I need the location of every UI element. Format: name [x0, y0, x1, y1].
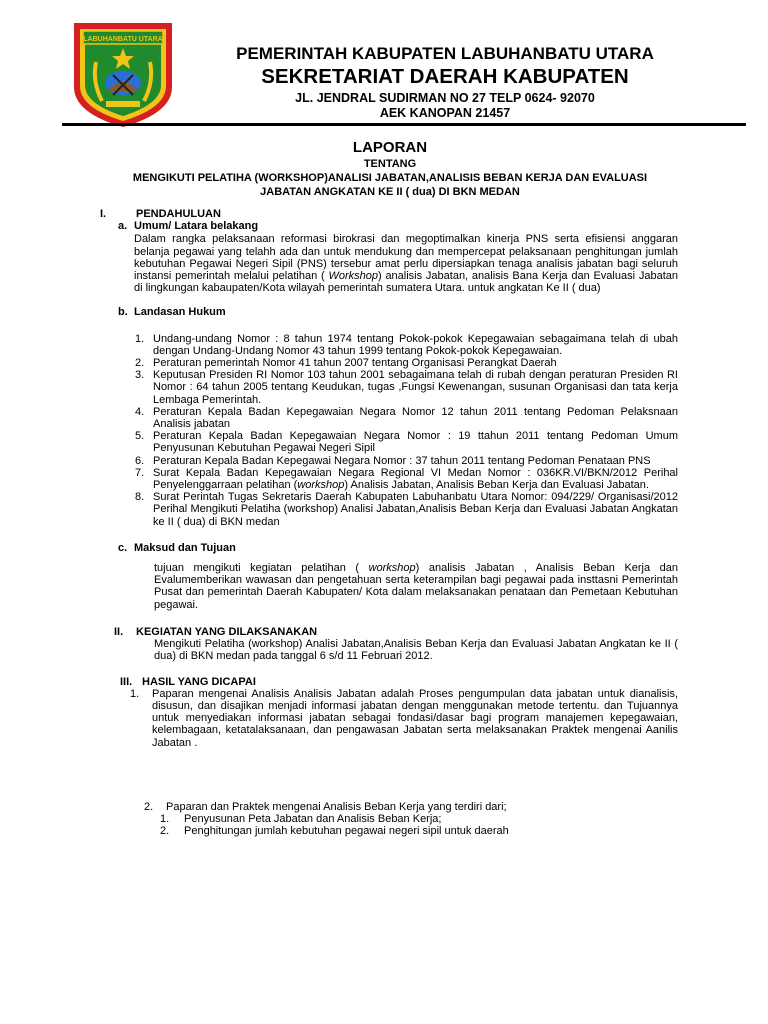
letterhead-city: AEK KANOPAN 21457 [379, 106, 511, 120]
results-list-continued [144, 801, 678, 813]
report-title-line1: MENGIKUTI PELATIHA (WORKSHOP)ANALISI JABATAN,ANALISIS BEBAN KERJA DAN EVALUASI [132, 172, 648, 184]
paragraph-purpose: tujuan mengikuti kegiatan pelatihan ( workshop) analisis Jabatan , Analisis Beban Kerja dan Evalumemberikan wawasan dan pengetahuan serta keterampilan bagi pegawai pada insttasni Pemerintah Pusat dan pemerintah Daerah Kabupaten/ Kota dalam melaksanakan penataan dan Pemetaan Kebutuhan pegawai. [154, 562, 678, 611]
list-item: 8. Surat Perintah Tugas Sekretaris Daerah Kabupaten Labuhanbatu Utara Nomor: 094/229/ Organisasi/2012 Perihal Mengikuti Pelatiha (workshop) Analisi Jabatan,Analisis Beban Kerja dan Evaluasi Jabatan Angkatan ke II ( dua) di BKN medan [135, 491, 678, 528]
report-title-sub: TENTANG [363, 158, 417, 170]
list-item: 2. Penghitungan jumlah kebutuhan pegawai negeri sipil untuk daerah [160, 825, 509, 838]
subsection-heading: c. Maksud dan Tujuan [118, 541, 236, 554]
paragraph-activities: Mengikuti Pelatiha (workshop) Analisi Jabatan,Analisis Beban Kerja dan Evaluasi Jabatan Angkatan ke II ( dua) di BKN medan pada tanggal 6 s/d 11 Februari 2012. [154, 638, 678, 663]
section-heading: II. KEGIATAN YANG DILAKSANAKAN [114, 625, 318, 638]
section-heading: I. PENDAHULUAN [100, 208, 221, 220]
report-body [98, 208, 678, 837]
letterhead [185, 44, 705, 121]
legal-basis-list [135, 333, 678, 528]
list-item: 6. Peraturan Kepala Badan Kepegawai Negara Nomor : 37 tahun 2011 tentang Pedoman Penataan PNS [135, 454, 651, 467]
paragraph-background: Dalam rangka pelaksanaan reformasi birokrasi dan megoptimalkan kinerja PNS serta efisiensi anggaran belanja pegawai yang telahh ada dan untuk mendukung dan mempercepat pelaksanaan penghitungan jumlah kebutuhan Pegawai Negeri Sipil (PNS) tersebur amat perlu dipersiapkan tenaga analisis jabatan bagi seluruh instansi pemerintah melalui pelatihan ( Workshop) analisis Jabatan, analisis Bana Kerja dan Evaluasi Jabatan di lingkungan kabaupaten/Kota wilayah pemerintah sumatera Utara. untuk angkatan Ke II ( dua) [134, 233, 678, 295]
logo-banner-text: LABUHANBATU UTARA [83, 36, 163, 43]
letterhead-address: JL. JENDRAL SUDIRMAN NO 27 TELP 0624- 92070 [295, 91, 595, 105]
list-item: 7. Surat Kepala Badan Kepegawaian Negara Regional VI Medan Nomor : 036KR.VI/BKN/2012 Perihal Penyelenggarraan pelatihan (workshop) Analisis Jabatan, Analisis Beban Kerja dan Evaluasi Jabatan. [135, 466, 678, 492]
list-item: 1. Undang-undang Nomor : 8 tahun 1974 tentang Pokok-pokok Kepegawaian sebagaimana telah di ubah dengan Undang-Undang Nomor 43 tahun 1999 tentang Pokok-pokok Kepegawaian. [135, 332, 678, 357]
subsection-heading: b. Landasan Hukum [118, 306, 226, 319]
list-item: 4. Peraturan Kepala Badan Kepegawaian Negara Nomor 12 tahun 2011 tentang Pedoman Pelaksnaan Analisis jabatan [135, 405, 678, 431]
report-title [90, 139, 690, 199]
list-item: 1. Paparan mengenai Analisis Analisis Jabatan adalah Proses pengumpulan data jabatan untuk dianalisis, disusun, dan disajikan menjadi informasi jabatan dengan menggunakan metode tertentu. dan Tujuannya untuk menyediakan informasi jabatan sebagai fondasi/dasar bagi program manajemen kepegawaian, kelembagaan, ketatalaksanaan, dan pengawasan Jabatan serta melaksanakan Praktek mengenai Aanilis Jabatan . [130, 687, 678, 749]
workload-sublist [160, 813, 678, 837]
list-item: 2. Paparan dan Praktek mengenai Analisis Beban Kerja yang terdiri dari; [144, 800, 507, 813]
letterhead-secretariat: SEKRETARIAT DAERAH KABUPATEN [261, 65, 629, 88]
results-list [130, 688, 678, 749]
letterhead-divider [62, 123, 746, 126]
list-item: 1. Penyusunan Peta Jabatan dan Analisis Beban Kerja; [160, 812, 442, 825]
letterhead-government: PEMERINTAH KABUPATEN LABUHANBATU UTARA [236, 44, 654, 63]
report-title-line2: JABATAN ANGKATAN KE II ( dua) DI BKN MEDAN [260, 186, 520, 198]
list-item: 3. Keputusan Presiden RI Nomor 103 tahun 2001 sebagaimana telah di rubah dengan peraturan Presiden RI Nomor : 64 tahun 2005 tentang Keudukan, tugas ,Fungsi Kewenangan, susunan Organisasi dan tata kerja Lembaga Pemerintah. [135, 369, 678, 406]
list-item: 5. Peraturan Kepala Badan Kepegawaian Negara Nomor : 19 ttahun 2011 tentang Pedoman Umum Penyusunan Kebutuhan Pegawai Negeri Sipil [135, 430, 678, 455]
list-item: 2. Peraturan pemerintah Nomor 41 tahun 2007 tentang Organisasi Perangkat Daerah [135, 357, 557, 370]
section-heading: III. HASIL YANG DICAPAI [120, 675, 256, 688]
report-title-main: LAPORAN [352, 139, 428, 156]
regency-emblem-logo [66, 17, 180, 131]
subsection-heading: a. Umum/ Latara belakang [118, 220, 259, 233]
